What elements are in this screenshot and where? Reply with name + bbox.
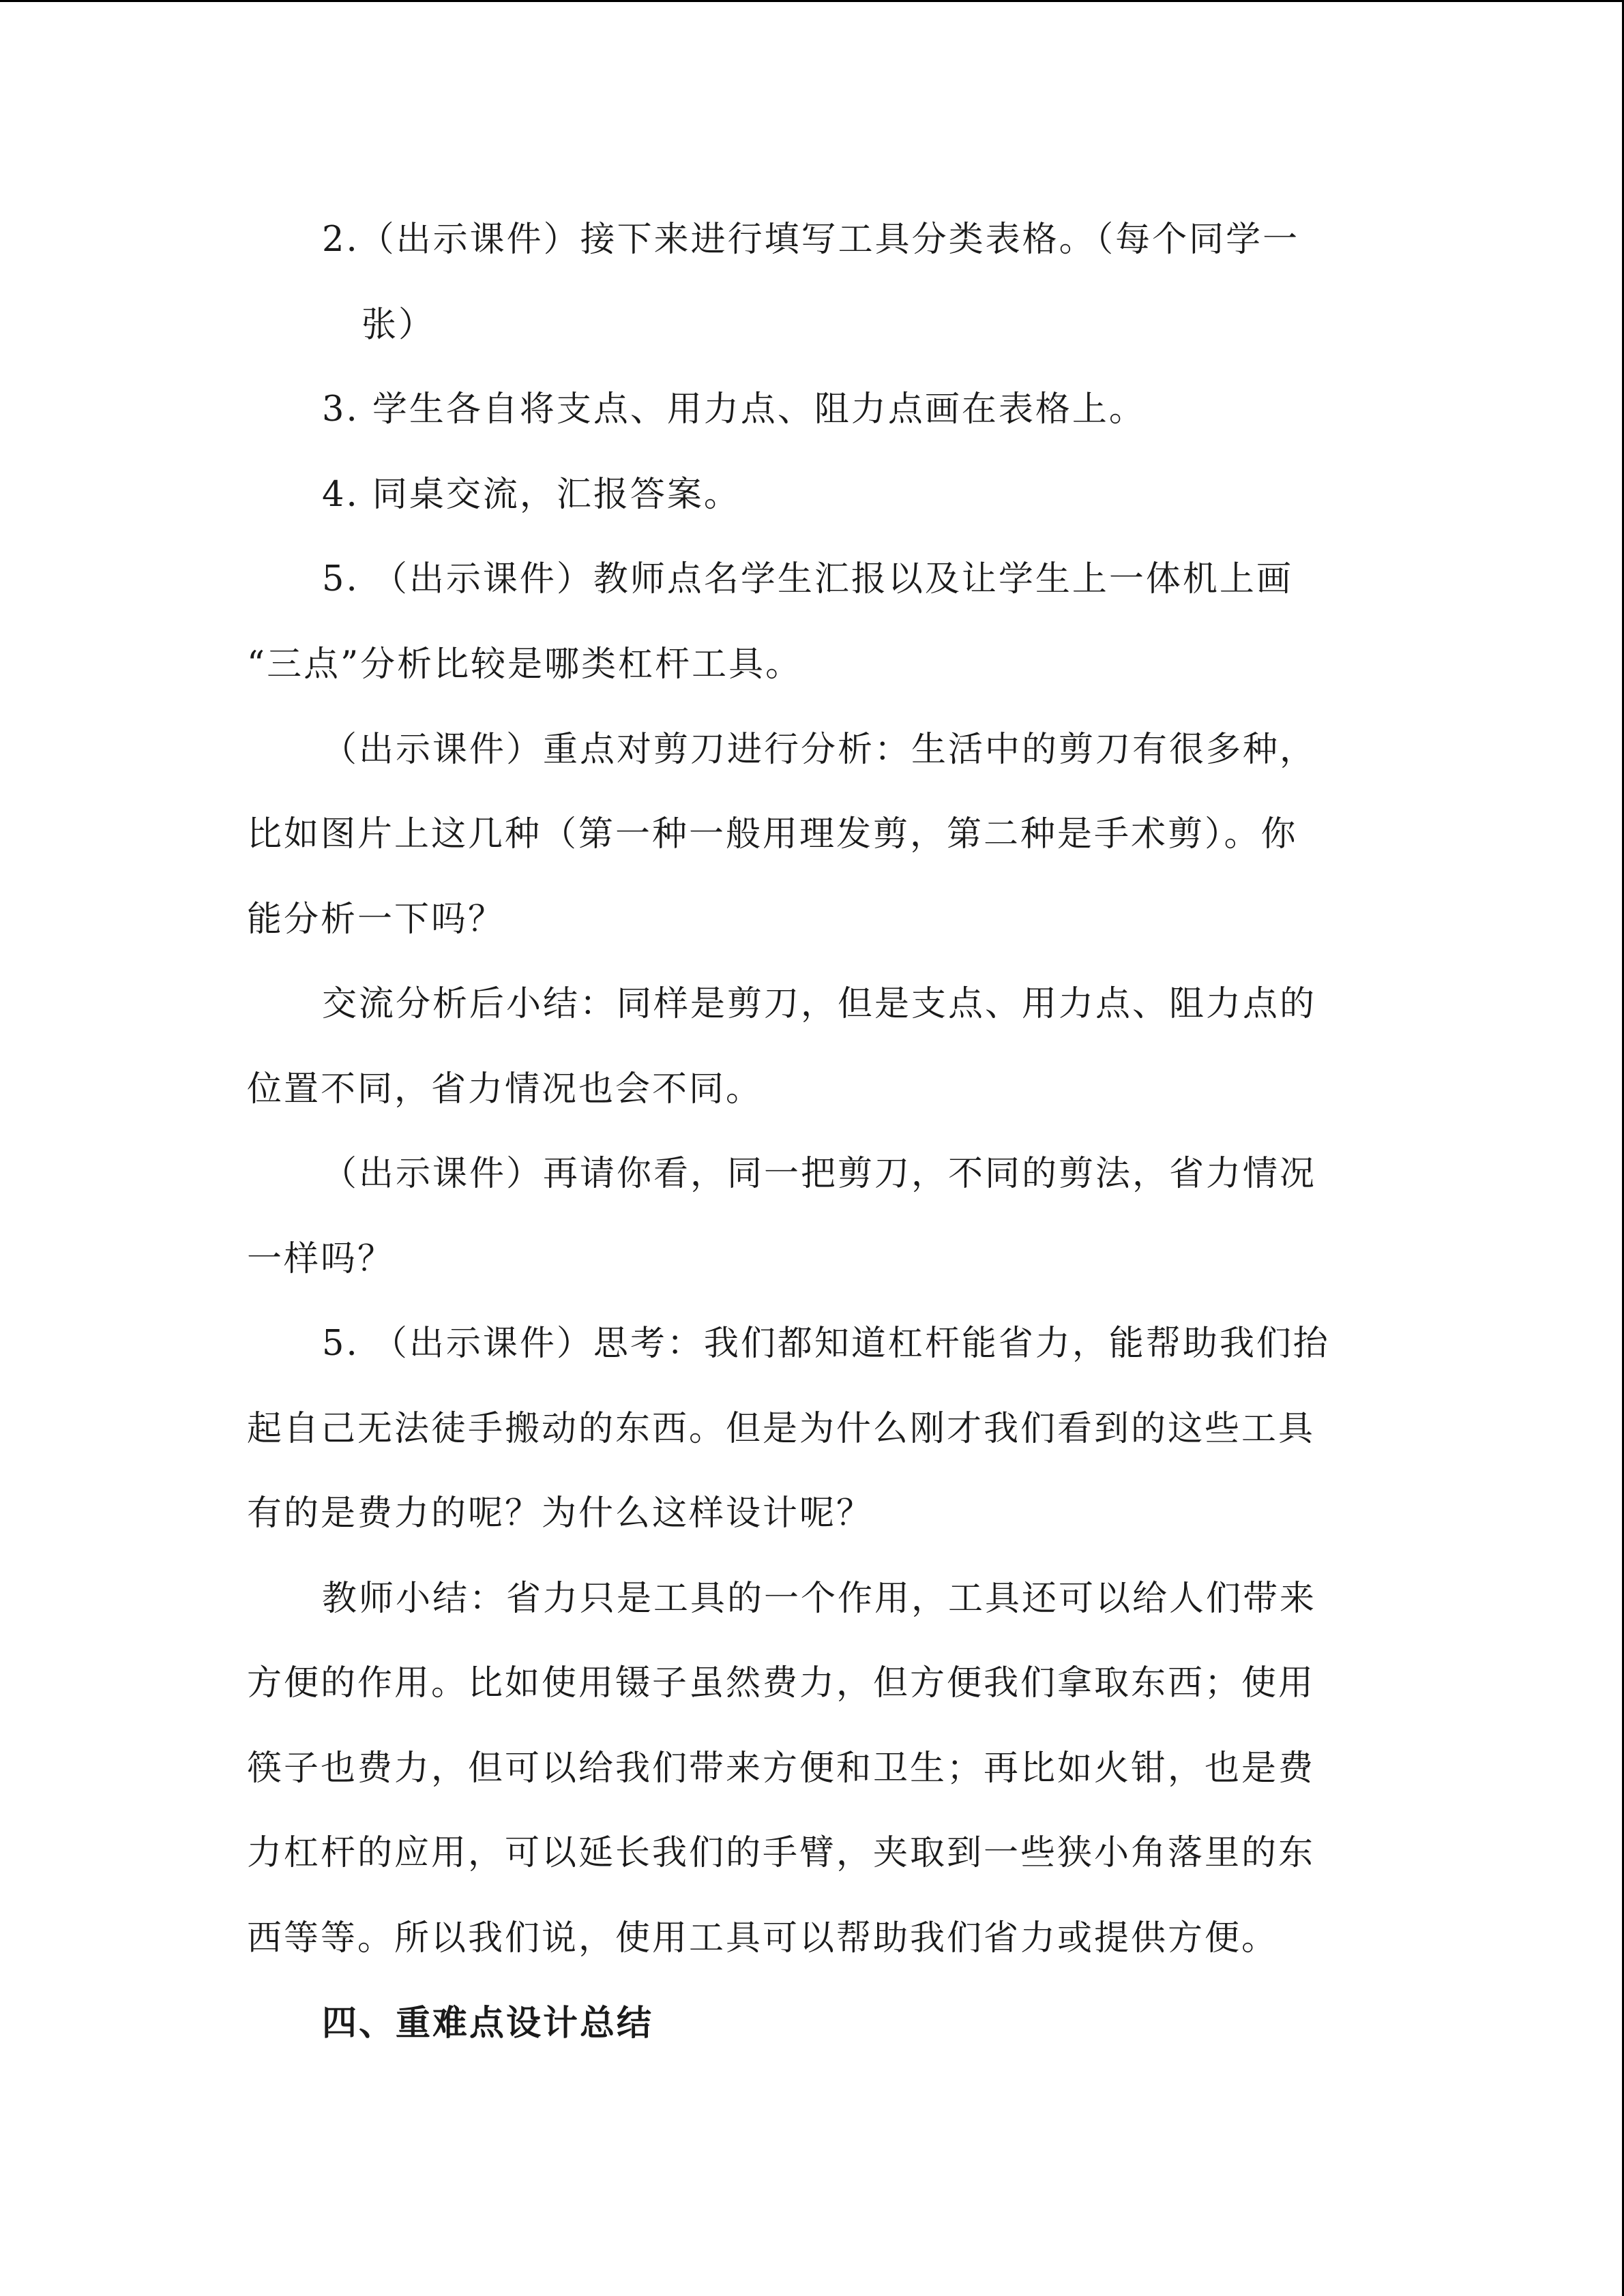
paragraph-line: 交流分析后小结：同样是剪刀，但是支点、用力点、阻力点的 [322,984,1317,1024]
paragraph-line: 4. 同桌交流，汇报答案。 [322,475,741,515]
paragraph-line: 起自己无法徒手搬动的东西。但是为什么刚才我们看到的这些工具 [247,1409,1316,1449]
paragraph-line: “三点”分析比较是哪类杠杆工具。 [247,644,803,685]
paragraph-line: 张） [361,305,436,345]
paragraph-line: 力杠杆的应用，可以延长我们的手臂，夹取到一些狭小角落里的东 [247,1833,1316,1873]
paragraph-line: 位置不同，省力情况也会不同。 [247,1069,763,1109]
paragraph-line: 3. 学生各自将支点、用力点、阻力点画在表格上。 [322,389,1146,430]
paragraph-line: 5. （出示课件）思考：我们都知道杠杆能省力，能帮助我们抬 [322,1324,1330,1364]
paragraph-line: 西等等。所以我们说，使用工具可以帮助我们省力或提供方便。 [247,1918,1279,1958]
paragraph-line: （出示课件）重点对剪刀进行分析：生活中的剪刀有很多种， [322,730,1317,770]
section-heading: 四、重难点设计总结 [322,2003,654,2044]
paragraph-line: 比如图片上这几种（第一种一般用理发剪，第二种是手术剪）。你 [247,814,1298,854]
paragraph-line: 有的是费力的呢？为什么这样设计呢？ [247,1493,874,1534]
paragraph-line: 教师小结：省力只是工具的一个作用，工具还可以给人们带来 [322,1579,1317,1619]
paragraph-line: 一样吗？ [247,1239,395,1279]
paragraph-line: 能分析一下吗？ [247,899,505,940]
paragraph-line: 筷子也费力，但可以给我们带来方便和卫生；再比如火钳，也是费 [247,1748,1316,1789]
paragraph-line: 方便的作用。比如使用镊子虽然费力，但方便我们拿取东西；使用 [247,1663,1316,1703]
paragraph-line: 5. （出示课件）教师点名学生汇报以及让学生上一体机上画 [322,559,1293,599]
paragraph-line: （出示课件）再请你看，同一把剪刀，不同的剪法，省力情况 [322,1154,1317,1194]
paragraph-line: 2.（出示课件）接下来进行填写工具分类表格。（每个同学一 [322,220,1300,260]
